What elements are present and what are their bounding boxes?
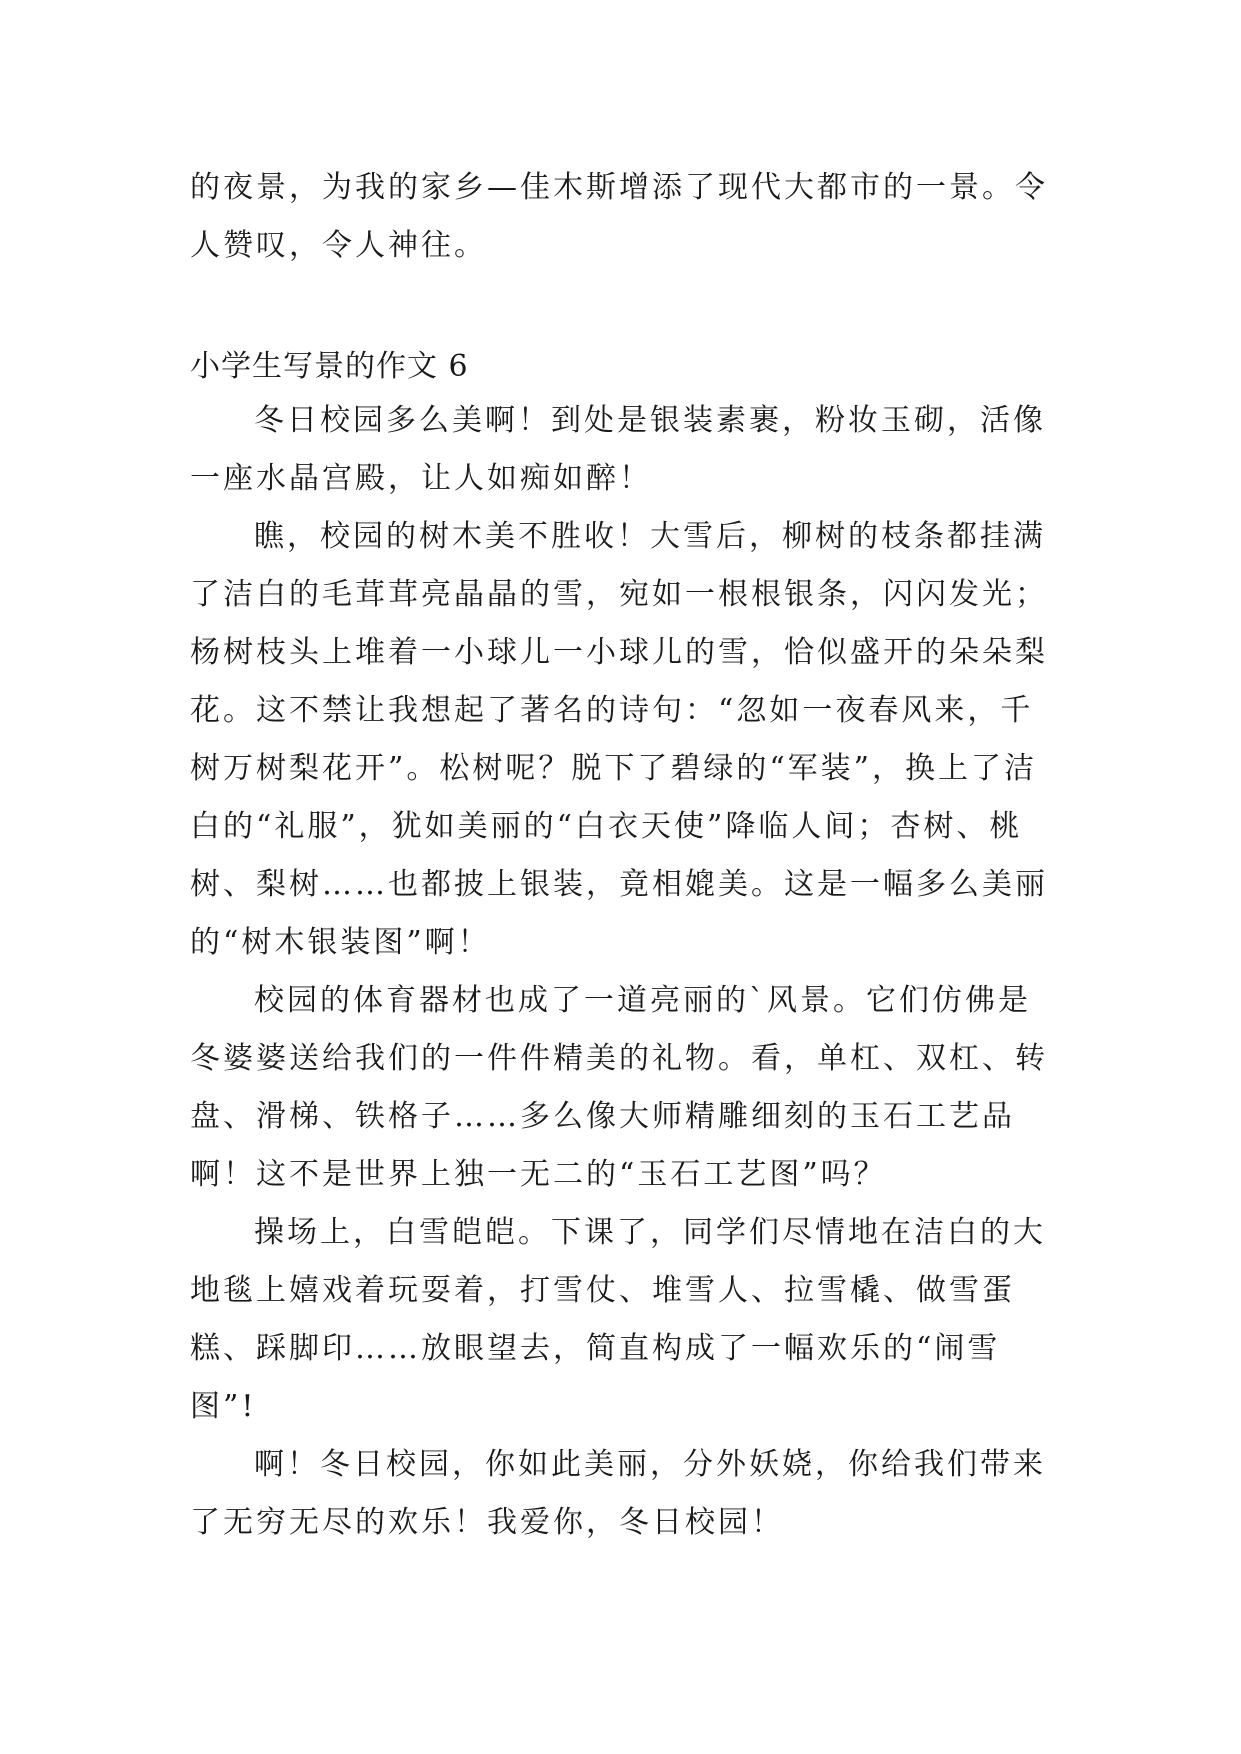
section-title: 小学生写景的作文 6 bbox=[190, 349, 469, 384]
paragraph: 冬日校园多么美啊！到处是银装素裹，粉妆玉砌，活像一座水晶宫殿，让人如痴如醉！ bbox=[190, 403, 1046, 496]
continued-paragraph: 的夜景，为我的家乡—佳木斯增添了现代大都市的一景。令人赞叹，令人神往。 bbox=[190, 170, 1048, 263]
paragraph: 啊！冬日校园，你如此美丽，分外妖娆，你给我们带来了无穷无尽的欢乐！我爱你，冬日校园！ bbox=[190, 1447, 1046, 1540]
essay-body bbox=[190, 392, 1050, 1552]
paragraph: 操场上，白雪皑皑。下课了，同学们尽情地在洁白的大地毯上嬉戏着玩耍着，打雪仗、堆雪人、拉雪橇、做雪蛋糕、踩脚印……放眼望去，简直构成了一幅欢乐的“闹雪图”! bbox=[190, 1215, 1046, 1424]
paragraph: 校园的体育器材也成了一道亮丽的`风景。它们仿佛是冬婆婆送给我们的一件件精美的礼物。看，单杠、双杠、转盘、滑梯、铁格子……多么像大师精雕细刻的玉石工艺品啊！这不是世界上独一无二的“玉石工艺图”吗？ bbox=[190, 983, 1048, 1192]
paragraph: 瞧，校园的树木美不胜收！大雪后，柳树的枝条都挂满了洁白的毛茸茸亮晶晶的雪，宛如一根根银条，闪闪发光；杨树枝头上堆着一小球儿一小球儿的雪，恰似盛开的朵朵梨花。这不禁让我想起了著名的诗句：“忽如一夜春风来，千树万树梨花开”。松树呢？脱下了碧绿的“军装”，换上了洁白的“礼服”，犹如美丽的“白衣天使”降临人间；杏树、桃树、梨树……也都披上银装，竟相媲美。这是一幅多么美丽的“树木银装图”啊！ bbox=[190, 519, 1048, 960]
